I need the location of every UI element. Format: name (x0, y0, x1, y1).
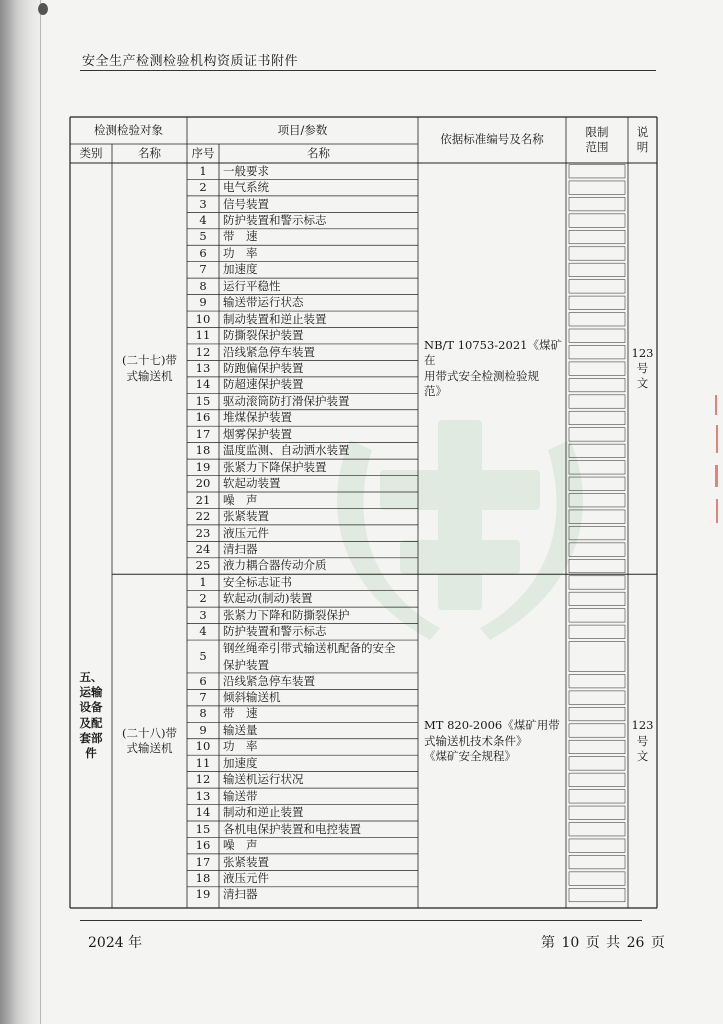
item-number: 14 (195, 377, 211, 392)
item-number: 2 (199, 180, 207, 195)
item-number: 3 (199, 196, 207, 211)
limit-range-cell (569, 280, 625, 293)
item-name: 温度监测、自动洒水装置 (223, 443, 350, 458)
limit-range-cell (569, 181, 625, 194)
footer-year: 2024 年 (88, 935, 143, 951)
item-name: 噪 声 (223, 492, 258, 507)
item-name: 加速度 (223, 262, 258, 277)
limit-range-cell (569, 247, 625, 260)
item-name: 一般要求 (223, 163, 269, 178)
item-number: 8 (199, 706, 207, 721)
item-name: 输送带 (223, 788, 258, 803)
item-number: 13 (195, 361, 211, 376)
limit-range-cell (569, 576, 625, 589)
item-number: 3 (199, 607, 207, 622)
limit-range-cell (569, 411, 625, 424)
limit-range-cell (569, 230, 625, 243)
item-number: 17 (195, 426, 211, 441)
limit-range-cell (569, 691, 625, 704)
limit-range-cell (569, 559, 625, 572)
equipment-name: (二十七)带 式输送机 (122, 353, 177, 383)
limit-range-cell (569, 526, 625, 539)
item-name: 带 速 (223, 706, 258, 721)
header-limit: 限制 范围 (585, 124, 609, 154)
item-number: 25 (195, 558, 211, 573)
limit-range-cell (569, 345, 625, 358)
header-item-param: 项目/参数 (277, 122, 328, 137)
item-number: 11 (195, 755, 211, 770)
item-number: 9 (199, 295, 207, 310)
limit-range-cell (569, 165, 625, 178)
item-name: 带 速 (223, 229, 258, 244)
item-name: 输送机运行状况 (223, 772, 304, 787)
item-name: 防撕裂保护装置 (223, 328, 304, 343)
limit-range-cell (569, 773, 625, 786)
item-name: 输送带运行状态 (223, 295, 304, 310)
item-number: 17 (195, 854, 211, 869)
item-name: 张紧力下降和防撕裂保护 (223, 607, 350, 622)
limit-range-cell (569, 888, 625, 901)
limit-range-cell (569, 296, 625, 309)
item-name: 烟雾保护装置 (223, 426, 292, 441)
item-number: 10 (195, 311, 211, 326)
item-number: 12 (195, 344, 211, 359)
header-category: 类别 (79, 145, 103, 160)
page-header: 安全生产检测检验机构资质证书附件 (82, 54, 299, 69)
item-name: 张紧装置 (223, 509, 269, 524)
item-name: 功 率 (223, 739, 258, 754)
limit-range-cell (569, 197, 625, 210)
header-remark: 说 明 (636, 124, 649, 154)
item-name: 液压元件 (223, 525, 269, 540)
item-name: 沿线紧急停车装置 (223, 673, 315, 688)
item-name: 防超速保护装置 (223, 377, 304, 392)
item-name: 噪 声 (223, 838, 258, 853)
item-number: 9 (199, 722, 207, 737)
item-number: 8 (199, 278, 207, 293)
item-name: 防护装置和警示标志 (223, 212, 327, 227)
limit-range-cell (569, 494, 625, 507)
item-number: 15 (195, 393, 211, 408)
remark-cell: 123 号 文 (631, 718, 654, 763)
item-number: 18 (195, 443, 211, 458)
limit-range-cell (569, 510, 625, 523)
item-number: 20 (195, 476, 211, 491)
item-number: 19 (195, 887, 211, 902)
item-number: 4 (199, 212, 207, 227)
limit-range-cell (569, 214, 625, 227)
item-number: 2 (199, 591, 207, 606)
item-name: 软起动装置 (223, 476, 281, 491)
header-name: 名称 (138, 145, 161, 160)
item-name: 液压元件 (223, 870, 269, 885)
header-object: 检测检验对象 (94, 122, 163, 137)
limit-range-cell (569, 625, 625, 638)
limit-range-cell (569, 461, 625, 474)
header-standard: 依据标准编号及名称 (440, 132, 544, 147)
limit-range-cell (569, 313, 625, 326)
limit-range-cell (569, 757, 625, 770)
item-name: 电气系统 (223, 180, 269, 195)
limit-range-cell (569, 642, 625, 672)
limit-range-cell (569, 740, 625, 753)
header-seq: 序号 (191, 145, 215, 160)
item-number: 22 (195, 509, 211, 524)
item-number: 21 (195, 492, 211, 507)
limit-range-cell (569, 477, 625, 490)
limit-range-cell (569, 378, 625, 391)
item-name: 清扫器 (223, 887, 258, 902)
item-number: 13 (195, 788, 211, 803)
item-name: 各机电保护装置和电控装置 (223, 821, 361, 836)
limit-range-cell (569, 790, 625, 803)
item-number: 6 (199, 245, 207, 260)
footer-page-number: 第 10 页 共 26 页 (541, 935, 665, 951)
equipment-name: (二十八)带 式输送机 (122, 725, 177, 756)
item-number: 1 (199, 574, 207, 589)
item-number: 7 (199, 690, 207, 705)
item-number: 24 (195, 541, 211, 556)
limit-range-cell (569, 329, 625, 342)
item-number: 16 (195, 410, 211, 425)
item-name: 防护装置和警示标志 (223, 624, 327, 639)
item-name: 输送量 (223, 722, 258, 737)
item-name: 制动和逆止装置 (223, 805, 304, 820)
item-name: 液力耦合器传动介质 (223, 558, 327, 573)
limit-range-cell (569, 263, 625, 276)
limit-range-cell (569, 839, 625, 852)
item-number: 1 (199, 163, 207, 178)
limit-range-cell (569, 609, 625, 622)
item-number: 23 (195, 525, 211, 540)
limit-range-cell (569, 823, 625, 836)
item-name: 信号装置 (223, 196, 269, 211)
item-number: 11 (195, 328, 211, 343)
item-number: 10 (195, 739, 211, 754)
remark-cell: 123 号 文 (631, 345, 654, 391)
standard-reference: NB/T 10753-2021《煤矿在 用带式安全检测检验规 范》 (424, 338, 562, 398)
item-name: 软起动(制动)装置 (223, 591, 313, 606)
item-number: 14 (195, 805, 211, 820)
item-name: 制动装置和逆止装置 (223, 311, 327, 326)
item-number: 5 (199, 229, 207, 244)
limit-range-cell (569, 362, 625, 375)
item-number: 12 (195, 772, 211, 787)
item-number: 6 (199, 673, 207, 688)
header-item-name: 名称 (307, 145, 330, 160)
item-number: 15 (195, 821, 211, 836)
item-name: 加速度 (223, 755, 258, 770)
limit-range-cell (569, 592, 625, 605)
item-name: 张紧力下降保护装置 (223, 459, 327, 474)
item-number: 5 (199, 648, 207, 663)
limit-range-cell (569, 724, 625, 737)
category-cell: 五、 运输 设备 及配 套部 件 (79, 669, 103, 760)
limit-range-cell (569, 707, 625, 720)
limit-range-cell (569, 395, 625, 408)
item-name: 倾斜输送机 (223, 690, 281, 705)
limit-range-cell (569, 806, 625, 819)
item-number: 18 (195, 870, 211, 885)
item-name: 功 率 (223, 245, 258, 260)
limit-range-cell (569, 674, 625, 687)
item-number: 19 (195, 459, 211, 474)
standard-reference: MT 820-2006《煤矿用带 式输送机技术条件》 《煤矿安全规程》 (424, 718, 560, 763)
item-number: 7 (199, 262, 207, 277)
limit-range-cell (569, 444, 625, 457)
item-name: 清扫器 (223, 541, 258, 556)
item-name: 运行平稳性 (223, 278, 281, 293)
item-name: 沿线紧急停车装置 (223, 344, 315, 359)
item-name: 堆煤保护装置 (223, 410, 292, 425)
limit-range-cell (569, 543, 625, 556)
item-number: 16 (195, 838, 211, 853)
item-name: 安全标志证书 (223, 574, 292, 589)
item-number: 4 (199, 624, 207, 639)
item-name: 驱动滚筒防打滑保护装置 (223, 393, 350, 408)
item-name: 张紧装置 (223, 854, 269, 869)
limit-range-cell (569, 872, 625, 885)
footer-rule (80, 920, 642, 921)
item-name: 防跑偏保护装置 (223, 361, 304, 376)
limit-range-cell (569, 855, 625, 868)
limit-range-cell (569, 428, 625, 441)
item-name: 钢丝绳牵引带式输送机配备的安全 保护装置 (223, 640, 396, 672)
